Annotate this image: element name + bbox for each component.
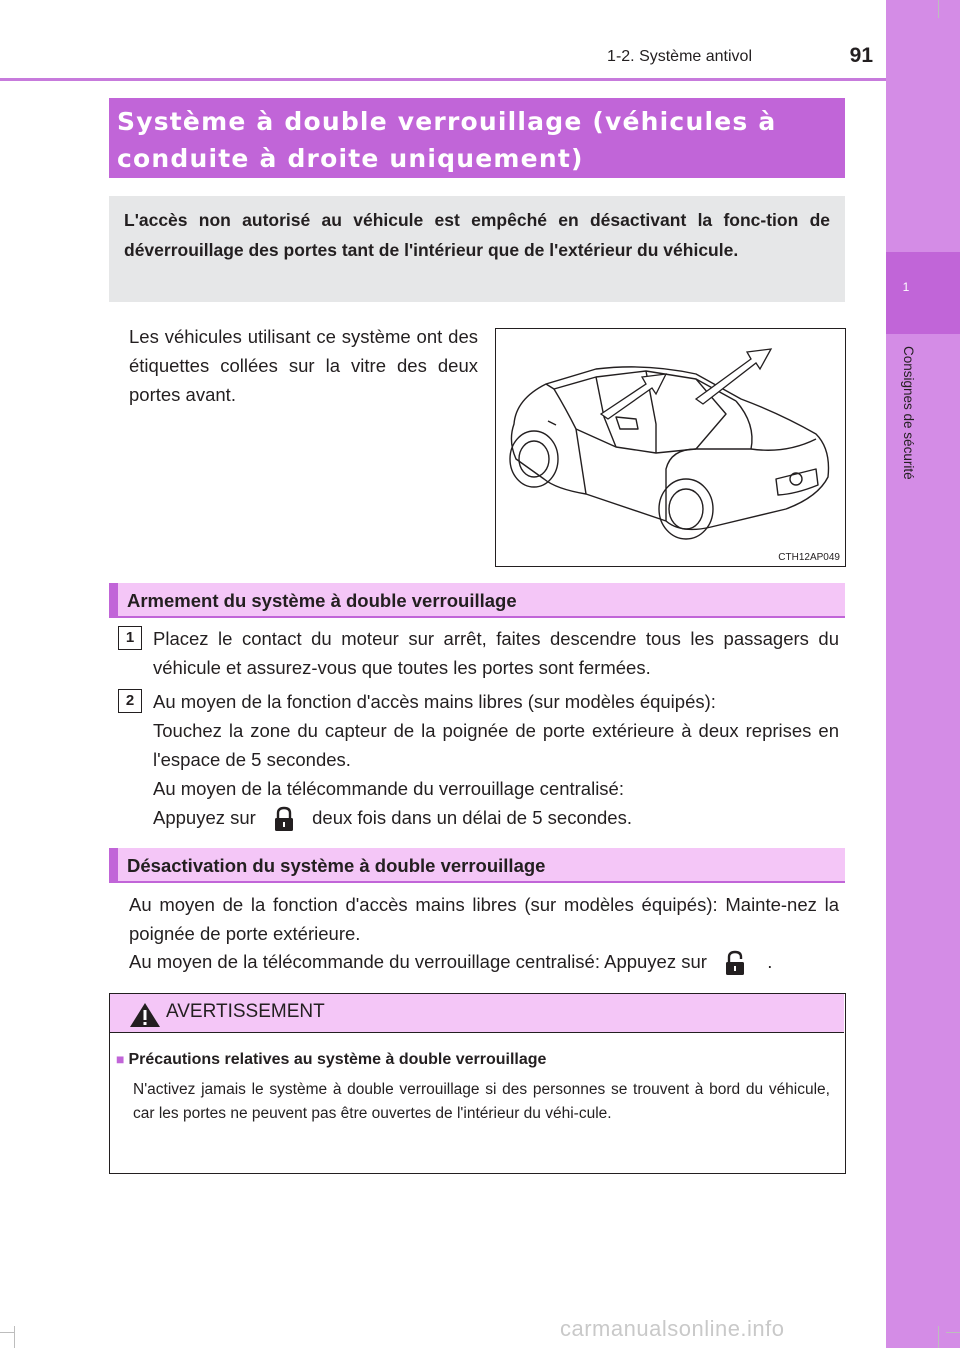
car-illustration [495, 328, 846, 567]
deactivation-line-2-after: . [767, 951, 773, 972]
deactivation-heading-accent [109, 848, 118, 883]
crop-mark [0, 1332, 14, 1333]
car-drawing [496, 329, 845, 566]
step-2-line-4 [153, 803, 839, 833]
step-number-1: 1 [118, 626, 142, 650]
warning-triangle-icon [129, 1002, 161, 1028]
page-number: 91 [849, 44, 873, 67]
chapter-number: 1 [902, 280, 910, 294]
warning-text: N'activez jamais le système à double verrouillage si des personnes se trouvent à bord du véhicule, car les portes ne peuvent pas être ouvertes de l'intérieur du véhi-cule. [133, 1081, 830, 1122]
step-2-line-4-before: Appuyez sur [153, 807, 256, 828]
deactivation-heading: Désactivation du système à double verrouillage [127, 855, 546, 876]
arming-heading: Armement du système à double verrouillage [127, 590, 517, 611]
header-rule [0, 78, 886, 81]
figure-code: CTH12AP049 [778, 552, 840, 563]
crop-mark [938, 0, 939, 18]
crop-mark [938, 1326, 939, 1348]
deactivation-line-2 [129, 947, 839, 977]
description-text: Les véhicules utilisant ce système ont des étiquettes collées sur la vitre des deux portes avant. [129, 326, 478, 405]
page-title: Système à double verrouillage (véhicules à conduite à droite uniquement) [117, 107, 777, 173]
crop-mark [946, 1332, 960, 1333]
warning-title: AVERTISSEMENT [166, 1001, 325, 1022]
intro-text: L'accès non autorisé au véhicule est empêché en désactivant la fonc-tion de déverrouillage des portes tant de l'intérieur que de l'extérieur du véhicule. [124, 210, 830, 260]
crop-mark [14, 1326, 15, 1348]
step-2-line-2: Touchez la zone du capteur de la poignée de porte extérieure à deux reprises en l'espace de 5 secondes. [153, 720, 839, 770]
step-2-line-4-after: deux fois dans un délai de 5 secondes. [312, 807, 632, 828]
deactivation-line-2-before: Au moyen de la télécommande du verrouillage centralisé: Appuyez sur [129, 951, 707, 972]
chapter-label: Consignes de sécurité [901, 346, 916, 480]
step-1-text: Placez le contact du moteur sur arrêt, faites descendre tous les passagers du véhicule et assurez-vous que toutes les portes sont fermées. [153, 628, 839, 678]
step-2-line-3: Au moyen de la télécommande du verrouillage centralisé: [153, 778, 624, 799]
lock-icon [271, 805, 297, 833]
bullet-square-icon: ■ [116, 1051, 125, 1067]
section-title: 1-2. Système antivol [607, 48, 752, 65]
unlock-icon [722, 949, 748, 977]
chapter-side-tab [886, 0, 960, 1348]
step-number-2: 2 [118, 689, 142, 713]
deactivation-line-1: Au moyen de la fonction d'accès mains libres (sur modèles équipés): Mainte-nez la poignée de porte extérieure. [129, 894, 839, 944]
warning-subtitle [116, 1051, 546, 1069]
watermark: carmanualsonline.info [560, 1316, 785, 1341]
warning-subtitle-text: Précautions relatives au système à double verrouillage [128, 1051, 547, 1068]
step-2-line-1: Au moyen de la fonction d'accès mains libres (sur modèles équipés): [153, 691, 716, 712]
arming-heading-accent [109, 583, 118, 618]
